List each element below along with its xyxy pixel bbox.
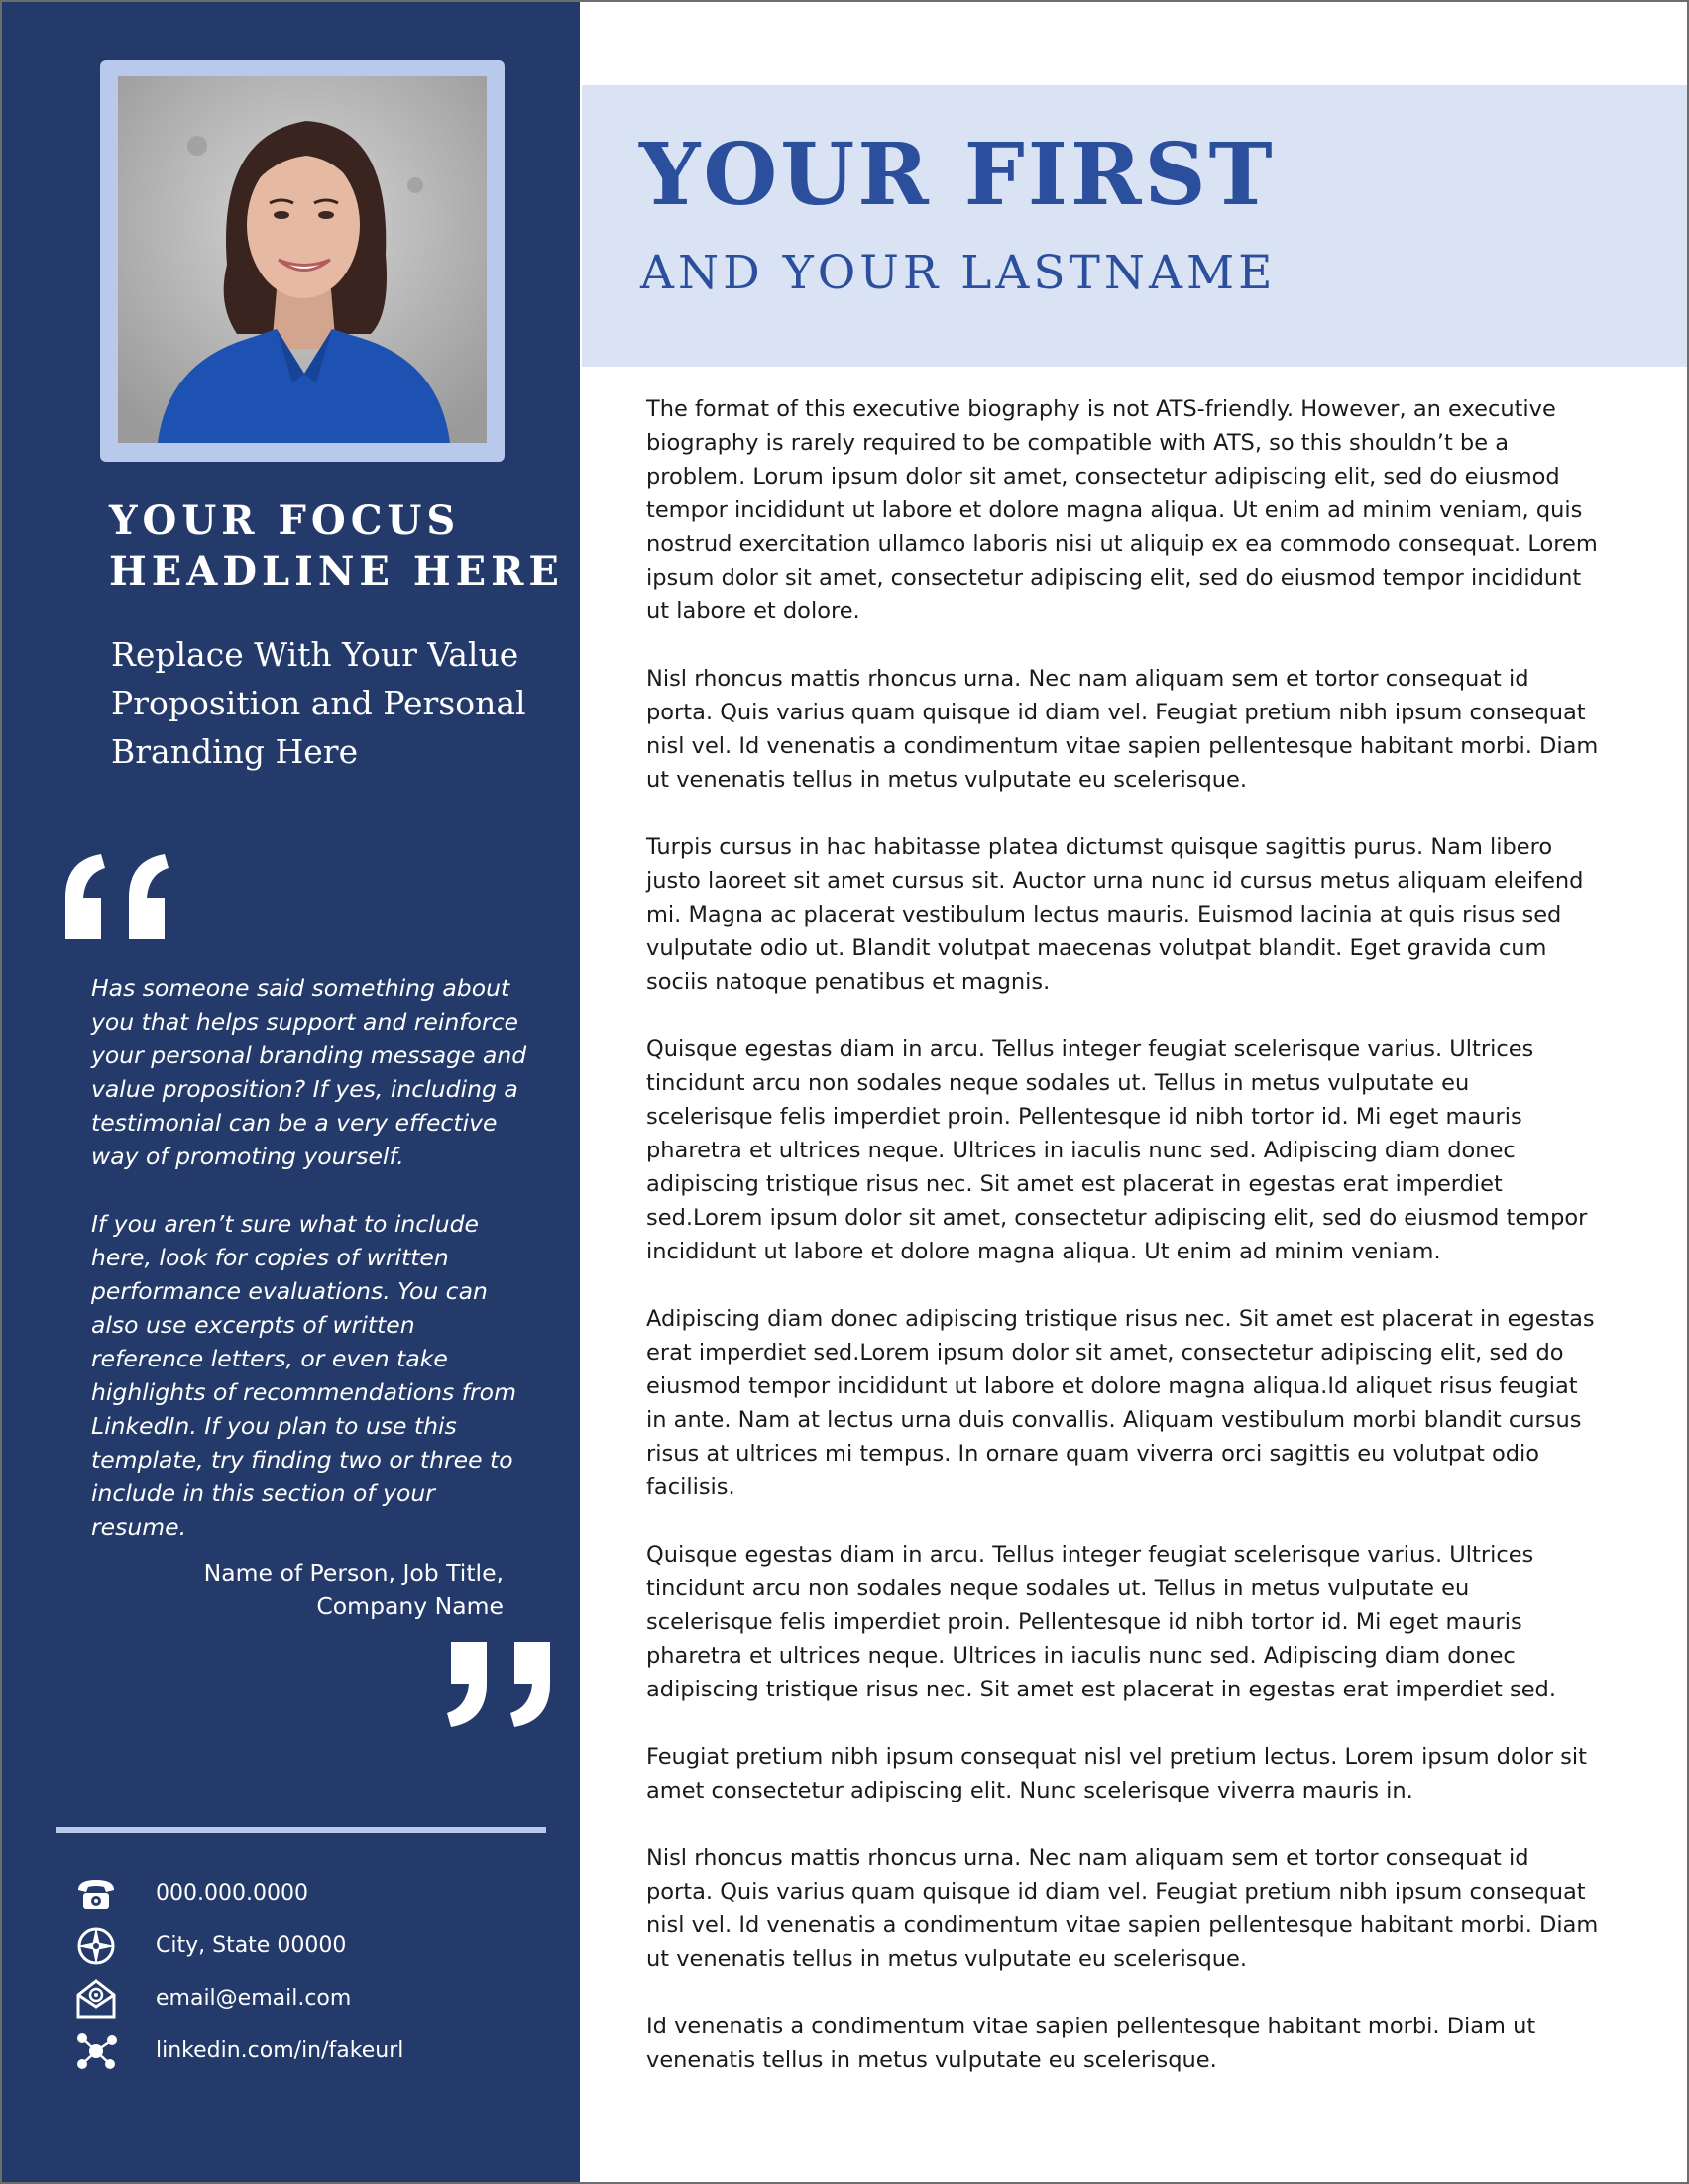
bio-line: nisl vel. Id venenatis a condimentum vitae sapien pellentesque habitant morbi. Diam (646, 1912, 1599, 1938)
email-address: email@email.com (156, 1986, 352, 2011)
bio-line: porta. Quis varius quam quisque id diam vel. Feugiat pretium nibh ipsum consequat (646, 700, 1586, 725)
testimonial-line: way of promoting yourself. (91, 1143, 404, 1170)
paragraph-gap (646, 1976, 1657, 2010)
paragraph-gap (646, 1268, 1657, 1302)
bio-line: risus at ultrices mi tempus. In ornare quam viverra orci sagittis eu volutpat odio (646, 1441, 1540, 1467)
testimonial-line: Has someone said something about (91, 974, 510, 1002)
open-quote-icon (59, 852, 174, 941)
bio-line: problem. Lorum ipsum dolor sit amet, consectetur adipiscing elit, sed do eiusmod (646, 464, 1560, 490)
paragraph-gap (646, 1706, 1657, 1740)
paragraph-gap (646, 628, 1657, 662)
network-icon (71, 2029, 121, 2073)
value-proposition (111, 630, 577, 776)
contact-phone (71, 1867, 547, 1919)
bio-line: in ante. Nam at lectus urna duis convallis. Aliquam vestibulum morbi blandit cursus (646, 1407, 1582, 1433)
close-quote-icon (441, 1640, 556, 1729)
bio-line: amet consectetur adipiscing elit. Nunc scelerisque viverra mauris in. (646, 1778, 1413, 1803)
bio-line: Quisque egestas diam in arcu. Tellus integer feugiat scelerisque varius. Ultrices (646, 1037, 1534, 1062)
paragraph-gap (646, 1504, 1657, 1538)
sidebar (2, 2, 580, 2182)
bio-line: erat imperdiet sed.Lorem ipsum dolor sit amet, consectetur adipiscing elit, sed do (646, 1340, 1564, 1365)
bio-line: incididunt ut labore et dolore magna aliqua. Ut enim ad minim veniam. (646, 1239, 1441, 1264)
bio-line: tempor incididunt ut labore et dolore magna aliqua. Ut enim ad minim veniam, quis (646, 497, 1583, 523)
testimonial-line: highlights of recommendations from (91, 1378, 516, 1406)
phone-number: 000.000.0000 (156, 1881, 308, 1906)
contact-location (71, 1919, 547, 1972)
paragraph-gap (91, 1173, 527, 1207)
bio-line: ut labore et dolore. (646, 599, 860, 624)
focus-headline (109, 495, 565, 597)
testimonial-line: testimonial can be a very effective (91, 1109, 498, 1137)
testimonial-line: value proposition? If yes, including a (91, 1075, 518, 1103)
bio-line: tincidunt arcu non sodales neque sodales ut. Tellus in metus vulputate eu (646, 1576, 1470, 1601)
testimonial-line: reference letters, or even take (91, 1345, 448, 1372)
photo-frame (100, 60, 505, 462)
value-prop-line-1: Replace With Your Value (111, 635, 519, 674)
bio-line: Nisl rhoncus mattis rhoncus urna. Nec nam aliquam sem et tortor consequat id (646, 666, 1529, 692)
bio-line: tincidunt arcu non sodales neque sodales ut. Tellus in metus vulputate eu (646, 1070, 1470, 1096)
value-prop-line-3: Branding Here (111, 732, 359, 771)
bio-line: The format of this executive biography is not ATS-friendly. However, an executive (646, 396, 1556, 422)
bio-line: Quisque egestas diam in arcu. Tellus integer feugiat scelerisque varius. Ultrices (646, 1542, 1534, 1568)
first-name: YOUR FIRST (639, 125, 1276, 225)
bio-line: scelerisque felis imperdiet proin. Pellentesque id nibh tortor id. Mi eget mauris (646, 1609, 1522, 1635)
testimonial-text (91, 971, 527, 1544)
portrait-illustration (118, 76, 487, 443)
bio-line: pharetra et ultrices neque. Ultrices in iaculis nunc sed. Adipiscing diam donec (646, 1138, 1516, 1163)
contact-email (71, 1972, 547, 2024)
bio-line: venenatis tellus in metus vulputate eu scelerisque. (646, 2047, 1217, 2073)
bio-line: eiusmod tempor incididunt ut labore et dolore magna aliqua.Id aliquet risus feugiat (646, 1373, 1578, 1399)
bio-line: Feugiat pretium nibh ipsum consequat nisl vel pretium lectus. Lorem ipsum dolor sit (646, 1744, 1587, 1770)
phone-icon (71, 1872, 121, 1915)
testimonial-line: your personal branding message and (91, 1041, 527, 1069)
bio-line: ut venenatis tellus in metus vulputate eu scelerisque. (646, 1946, 1248, 1972)
paragraph-gap (646, 797, 1657, 830)
testimonial-line: also use excerpts of written (91, 1311, 415, 1339)
bio-line: Turpis cursus in hac habitasse platea dictumst quisque sagittis purus. Nam libero (646, 834, 1553, 860)
bio-line: scelerisque felis imperdiet proin. Pellentesque id nibh tortor id. Mi eget mauris (646, 1104, 1522, 1130)
testimonial-line: performance evaluations. You can (91, 1277, 488, 1305)
bio-line: Id venenatis a condimentum vitae sapien pellentesque habitant morbi. Diam ut (646, 2014, 1536, 2039)
bio-line: facilisis. (646, 1474, 735, 1500)
sidebar-divider (56, 1827, 546, 1833)
bio-line: adipiscing tristique risus nec. Sit amet est placerat in egestas erat imperdiet (646, 1171, 1503, 1197)
bio-line: biography is rarely required to be compatible with ATS, so this shouldn’t be a (646, 430, 1509, 456)
last-name: AND YOUR LASTNAME (640, 246, 1277, 300)
bio-line: nostrud exercitation ullamco laboris nisi ut aliquip ex ea commodo consequat. Lorem (646, 531, 1598, 557)
testimonial-line: here, look for copies of written (91, 1244, 449, 1271)
testimonial-line: you that helps support and reinforce (91, 1008, 518, 1036)
value-prop-line-2: Proposition and Personal (111, 684, 526, 722)
paragraph-gap (646, 1807, 1657, 1841)
attribution-line-2: Company Name (316, 1592, 504, 1620)
focus-headline-line-1: YOUR FOCUS (109, 497, 461, 544)
contact-linkedin (71, 2024, 547, 2077)
compass-icon (71, 1924, 121, 1968)
bio-line: nisl vel. Id venenatis a condimentum vitae sapien pellentesque habitant morbi. Diam (646, 733, 1599, 759)
bio-line: mi. Magna ac placerat vestibulum lectus mauris. Euismod lacinia at quis risus sed (646, 902, 1562, 928)
bio-line: ipsum dolor sit amet, consectetur adipiscing elit, sed do eiusmod tempor incididunt (646, 565, 1582, 591)
bio-line: ut venenatis tellus in metus vulputate eu scelerisque. (646, 767, 1248, 793)
testimonial-attribution (87, 1556, 504, 1623)
email-icon (71, 1977, 121, 2020)
contact-list (71, 1867, 547, 2077)
bio-line: Nisl rhoncus mattis rhoncus urna. Nec nam aliquam sem et tortor consequat id (646, 1845, 1529, 1871)
focus-headline-line-2: HEADLINE HERE (109, 548, 564, 595)
bio-line: vulputate odio ut. Blandit volutpat maecenas volutpat blandit. Eget gravida cum (646, 935, 1547, 961)
bio-line: justo laoreet sit amet cursus sit. Auctor urna nunc id cursus metus aliquam eleifend (646, 868, 1584, 894)
bio-line: porta. Quis varius quam quisque id diam vel. Feugiat pretium nibh ipsum consequat (646, 1879, 1586, 1905)
paragraph-gap (646, 999, 1657, 1033)
testimonial-line: resume. (91, 1513, 187, 1541)
testimonial-line: include in this section of your (91, 1479, 435, 1507)
bio-line: sed.Lorem ipsum dolor sit amet, consectetur adipiscing elit, sed do eiusmod tempor (646, 1205, 1588, 1231)
testimonial-line: If you aren’t sure what to include (91, 1210, 480, 1238)
testimonial-line: template, try finding two or three to (91, 1446, 513, 1474)
bio-line: sociis natoque penatibus et magnis. (646, 969, 1051, 995)
portrait-photo (118, 76, 487, 443)
bio-line: Adipiscing diam donec adipiscing tristique risus nec. Sit amet est placerat in egestas (646, 1306, 1595, 1332)
city-state: City, State 00000 (156, 1933, 347, 1958)
bio-line: pharetra et ultrices neque. Ultrices in iaculis nunc sed. Adipiscing diam donec (646, 1643, 1516, 1669)
linkedin-url: linkedin.com/in/fakeurl (156, 2038, 404, 2063)
biography-body (646, 392, 1657, 2077)
bio-line: adipiscing tristique risus nec. Sit amet est placerat in egestas erat imperdiet sed. (646, 1677, 1556, 1702)
testimonial-line: LinkedIn. If you plan to use this (91, 1412, 457, 1440)
attribution-line-1: Name of Person, Job Title, (203, 1559, 504, 1586)
